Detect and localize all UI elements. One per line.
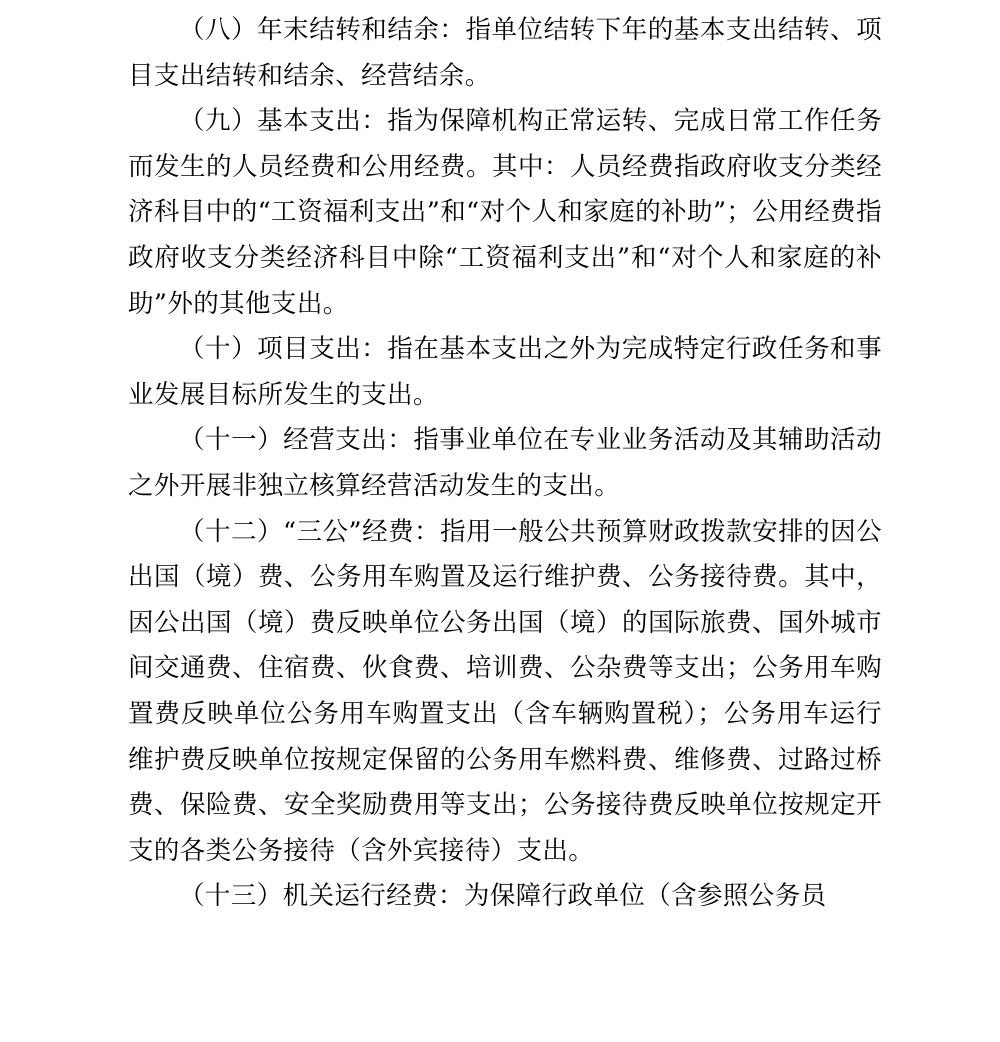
paragraph-13: （十三）机关运行经费：为保障行政单位（含参照公务员 <box>179 881 827 912</box>
paragraph-10: （十）项目支出：指在基本支出之外为完成特定行政任务和事业发展目标所发生的支出。 <box>128 334 882 410</box>
paragraph-11: （十一）经营支出：指事业单位在专业业务活动及其辅助活动之外开展非独立核算经营活动发生的支出。 <box>128 425 882 501</box>
paragraph-8: （八）年末结转和结余：指单位结转下年的基本支出结转、项目支出结转和结余、经营结余。 <box>128 15 882 91</box>
paragraph-12: （十二）“三公”经费：指用一般公共预算财政拨款安排的因公出国（境）费、公务用车购置及运行维护费、公务接待费。其中，因公出国（境）费反映单位公务出国（境）的国际旅费、国外城市间交通费、住宿费、伙食费、培训费、公杂费等支出；公务用车购置费反映单位公务用车购置支出（含车辆购置税）；公务用车运行维护费反映单位按规定保留的公务用车燃料费、维修费、过路过桥费、保险费、安全奖励费用等支出；公务接待费反映单位按规定开支的各类公务接待（含外宾接待）支出。 <box>128 516 882 866</box>
paragraph-9: （九）基本支出：指为保障机构正常运转、完成日常工作任务而发生的人员经费和公用经费。其中：人员经费指政府收支分类经济科目中的“工资福利支出”和“对个人和家庭的补助”；公用经费指政府收支分类经济科目中除“工资福利支出”和“对个人和家庭的补助”外的其他支出。 <box>128 106 882 319</box>
